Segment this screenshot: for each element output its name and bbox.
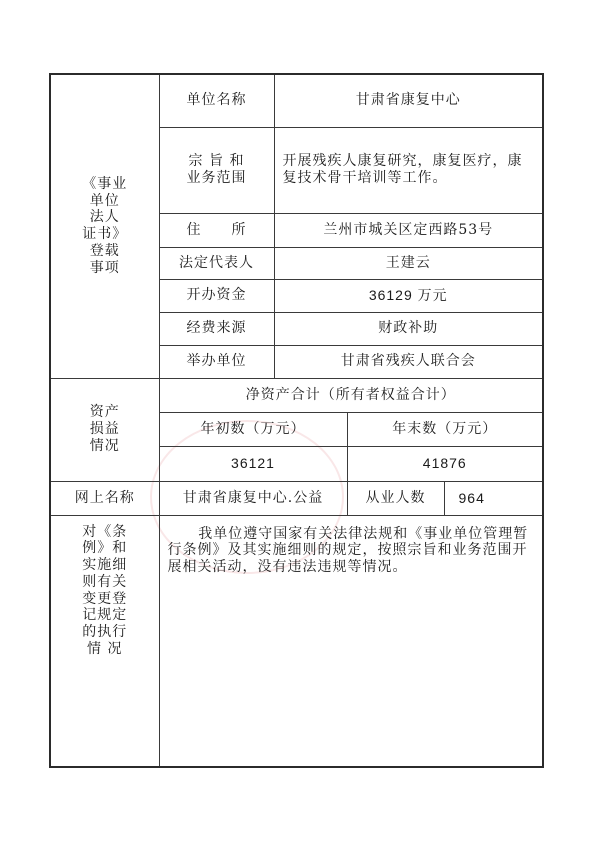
legal-rep-label: 法定代表人 <box>159 247 274 279</box>
funding-label: 经费来源 <box>159 312 274 345</box>
compliance-section-label <box>50 515 159 767</box>
label-line: 记规定 <box>82 607 128 624</box>
begin-year-value: 36121 <box>159 446 347 481</box>
address-label: 住 所 <box>159 213 274 247</box>
online-name-value: 甘肃省康复中心.公益 <box>159 481 347 515</box>
label-line: 实施细 <box>82 557 128 574</box>
label-line: 则有关 <box>82 573 128 590</box>
staff-count-label: 从业人数 <box>347 481 444 515</box>
net-assets-header: 净资产合计（所有者权益合计） <box>159 378 543 412</box>
registration-section-label <box>50 74 159 378</box>
label-line: 资产 <box>89 404 120 421</box>
row-unit-name <box>50 74 543 127</box>
label-line: 证书》 <box>82 226 128 243</box>
row-compliance <box>50 515 543 767</box>
label-line: 事项 <box>89 259 120 276</box>
label-line: 《事业 <box>82 175 128 192</box>
compliance-statement: 我单位遵守国家有关法律法规和《事业单位管理暂行条例》及其实施细则的规定，按照宗旨和业务范围开展相关活动，没有违法违规等情况。 <box>159 515 543 767</box>
online-name-label: 网上名称 <box>50 481 159 515</box>
label-line: 例》和 <box>82 540 128 557</box>
label-line: 变更登 <box>82 590 128 607</box>
label-line: 单位 <box>89 192 120 209</box>
unit-name-label: 单位名称 <box>159 74 274 127</box>
label-line: 情况 <box>89 437 120 454</box>
label-line: 情 况 <box>87 641 123 658</box>
purpose-label <box>159 127 274 213</box>
sponsor-value: 甘肃省残疾人联合会 <box>274 345 543 378</box>
label-line: 法人 <box>89 209 120 226</box>
capital-label: 开办资金 <box>159 279 274 312</box>
label-line: 业务范围 <box>186 170 247 186</box>
purpose-value: 开展残疾人康复研究，康复医疗，康复技术骨干培训等工作。 <box>274 127 543 213</box>
capital-value: 36129 万元 <box>274 279 543 312</box>
row-online-name <box>50 481 543 515</box>
label-line: 对《条 <box>82 523 128 540</box>
sponsor-label: 举办单位 <box>159 345 274 378</box>
annual-report-table <box>49 73 544 768</box>
staff-count-value: 964 <box>444 481 543 515</box>
row-net-assets-header <box>50 378 543 412</box>
label-line: 损益 <box>89 421 120 438</box>
end-year-label: 年末数（万元） <box>347 412 543 446</box>
legal-rep-value: 王建云 <box>274 247 543 279</box>
label-line: 的执行 <box>82 624 128 641</box>
unit-name-value: 甘肃省康复中心 <box>274 74 543 127</box>
end-year-value: 41876 <box>347 446 543 481</box>
address-value: 兰州市城关区定西路53号 <box>274 213 543 247</box>
label-line: 宗 旨 和 <box>188 153 245 170</box>
label-line: 登载 <box>89 243 120 260</box>
funding-value: 财政补助 <box>274 312 543 345</box>
assets-section-label <box>50 378 159 481</box>
begin-year-label: 年初数（万元） <box>159 412 347 446</box>
